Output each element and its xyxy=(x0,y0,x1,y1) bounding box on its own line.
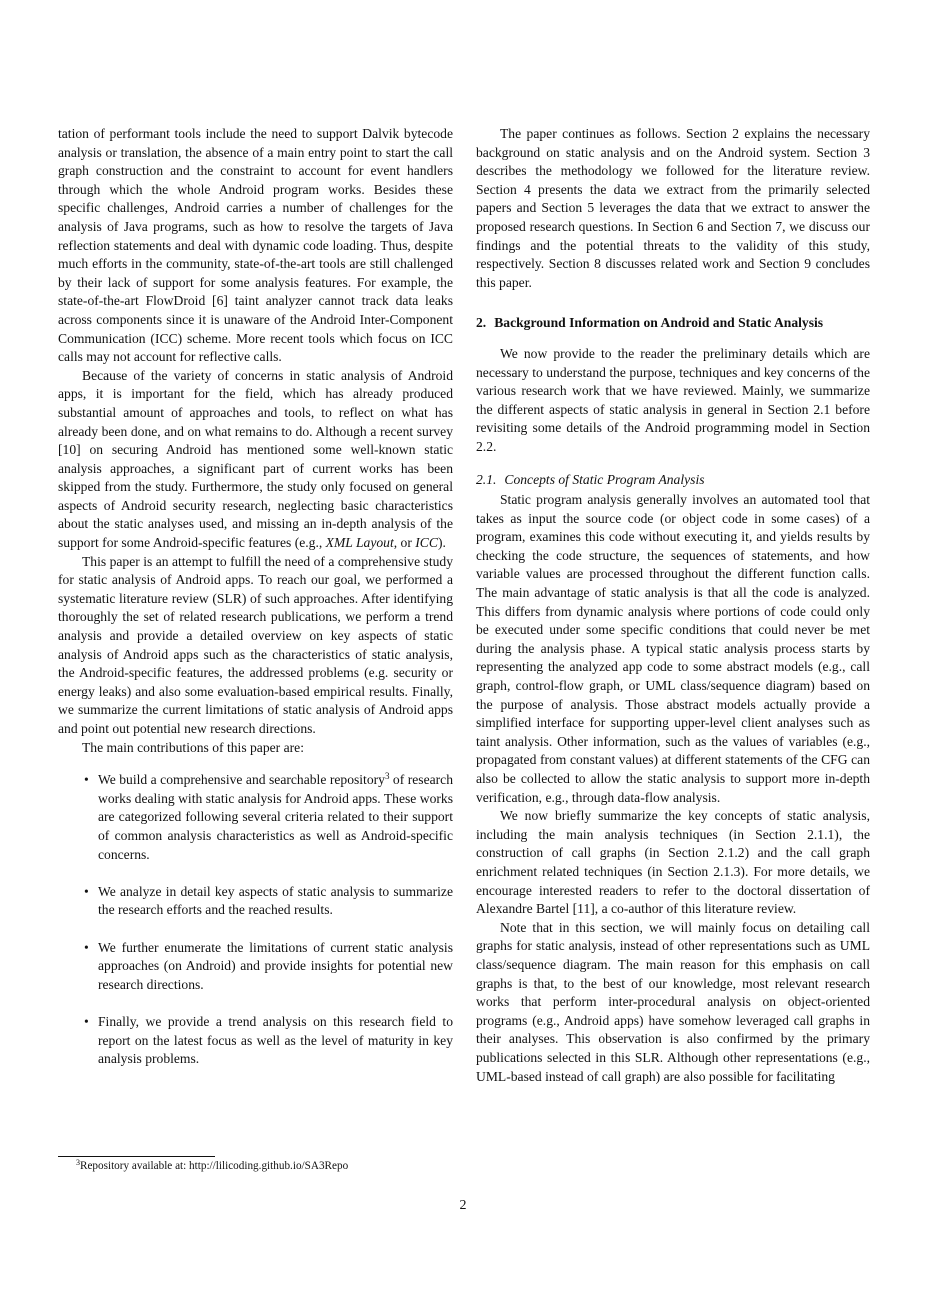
motivation-paragraph: Because of the variety of concerns in static analysis of Android apps, it is important for the field, which has already produced substantial amount of approaches and tools, to reflect on what has already been done, and on what remains to do. Although a recent survey [10] on securing Android has mentioned some well-known static analysis approaches, a significant part of current works has been skipped from the study. Furthermore, the study only focused on general aspects of Android security research, neglecting basic characteristics about the static analyses used, and missing an in-depth analysis of the support for some Android-specific features (e.g., XML Layout, or ICC). xyxy=(58,367,453,551)
contribution-item: • We analyze in detail key aspects of static analysis to summarize the research efforts and the reached results. xyxy=(84,883,453,918)
xml-layout-term: XML Layout xyxy=(325,535,394,551)
bullet-icon: • xyxy=(84,1013,89,1029)
footnote-mark: 3 xyxy=(76,1158,80,1167)
intro-paragraph-continued: tation of performant tools include the need to support Dalvik bytecode analysis or translation, the absence of a main entry point to start the call graph construction and the constraint to account for event handlers through which the whole Android program works. Besides these specific challenges, Android carries a number of challenges for the analysis of Java programs, such as how to resolve the targets of Java reflection statements and deal with dynamic code loading. Thus, despite much efforts in the community, state-of-the-art tools are still challenged by their lack of support for some analysis features. For example, the state-of-the-art FlowDroid [6] taint analyzer cannot track data leaks across components since it is unaware of the Android Inter-Component Communication (ICC) scheme. More recent tools which focus on ICC calls may not account for reflective calls. xyxy=(58,126,453,365)
outline-paragraph: The paper continues as follows. Section 2 explains the necessary background on static analysis and on the Android system. Section 3 describes the methodology we followed for the literature review. Section 4 presents the data we extract from the primarily selected papers and Section 5 leverages the data that we extract to answer the proposed research questions. In Section 6 and Section 7, we discuss our findings and the potential threats to the validity of this study, respectively. Section 8 discusses related work and Section 9 concludes this paper. xyxy=(476,126,870,290)
contribution-item: • Finally, we provide a trend analysis on this research field to report on the latest focus as well as the level of maturity in key analysis problems. xyxy=(84,1013,453,1067)
icc-term: ICC xyxy=(415,535,438,551)
section-2-heading: 2. Background Information on Android and Static Analysis xyxy=(476,315,824,331)
footnote xyxy=(58,1156,458,1172)
contribution-item: • We further enumerate the limitations of current static analysis approaches (on Android) and provide insights for potential new research directions. xyxy=(84,939,453,992)
contribution-item: • We build a comprehensive and searchable repository$^3$ of research works dealing with static analysis for Android apps. These works are categorized following several criteria related to their support of common analysis characteristics as well as Android-specific concerns. xyxy=(84,771,453,862)
bullet-icon: • xyxy=(84,883,89,899)
right-column xyxy=(476,125,870,1086)
footnote-text: Repository available at: http://lilicoding.github.io/SA3Repo xyxy=(80,1160,349,1172)
key-concepts-paragraph: We now briefly summarize the key concepts of static analysis, including the main analysis techniques (in Section 2.1.1), the construction of call graphs (in Section 2.1.2) and the call graph enrichment related techniques (in Section 2.1.3). For more details, we encourage interested readers to refer to the doctoral dissertation of Alexandre Bartel [11], a co-author of this literature review. xyxy=(476,808,870,917)
left-column xyxy=(58,125,453,1087)
call-graph-focus-paragraph: Note that in this section, we will mainly focus on detailing call graphs for static analysis, instead of other representations such as UML class/sequence diagram. The main reason for this emphasis on call graphs is that, to the best of our knowledge, most relevant research works that perform inter-procedural analysis on object-oriented programs (e.g., Android apps) have somehow leveraged call graphs in their analyses. This observation is also confirmed by the primary publications selected in this SLR. Although other representations (e.g., UML-based instead of call graph) are also possible for facilitating xyxy=(476,919,870,1084)
static-analysis-paragraph: Static program analysis generally involves an automated tool that takes as input the source code (or object code in some cases) of a program, examines this code without executing it, and yields results by checking the code structure, the sequences of statements, and how variable values are processed throughout the different function calls. The main advantage of static analysis is that all the code is analyzed. This differs from dynamic analysis where portions of code could only be executed under some specific conditions that could never be met during the analysis phase. A typical static analysis process starts by representing the analyzed app code to some abstract models (e.g., call graph, control-flow graph, or UML class/sequence diagram) based on the purpose of analysis. Those abstract models actually provide a simplified interface for supporting upper-level client analyses such as taint analysis. Other information, such as the values of variables (e.g., propagated from constant values) at different statements of the CFG can also be collected to allow the static analysis to support more in-depth verification, e.g., through data-flow analysis. xyxy=(476,492,870,805)
footnote-ref[interactable]: 3 xyxy=(384,771,390,782)
bullet-icon: • xyxy=(84,772,89,788)
page-number: 2 xyxy=(459,1198,467,1213)
contributions-list xyxy=(58,771,453,1069)
footnote-rule xyxy=(58,1156,215,1157)
contributions-intro: The main contributions of this paper are: xyxy=(82,739,304,755)
bullet-icon: • xyxy=(84,939,89,955)
background-intro-paragraph: We now provide to the reader the preliminary details which are necessary to understand the purpose, techniques and key concerns of the various research work that we have reviewed. Mainly, we summarize the different aspects of static analysis in general in Section 2.1 before revisiting some details of the Android programming model in Section 2.2. xyxy=(476,345,870,454)
subsection-2-1-heading: 2.1. Concepts of Static Program Analysis xyxy=(476,471,705,487)
goal-paragraph: This paper is an attempt to fulfill the need of a comprehensive study for static analysis of Android apps. To reach our goal, we performed a systematic literature review (SLR) of such approaches. After identifying thoroughly the set of related research publications, we perform a trend analysis and provide a detailed overview on key aspects of static analysis of Android apps such as the characteristics of static analysis, the Android-specific features, the addressed problems (e.g. security or energy leaks) and also some evaluation-based empirical results. Finally, we summarize the current limitations of static analysis of Android apps and point out potential new research directions. xyxy=(58,553,453,736)
